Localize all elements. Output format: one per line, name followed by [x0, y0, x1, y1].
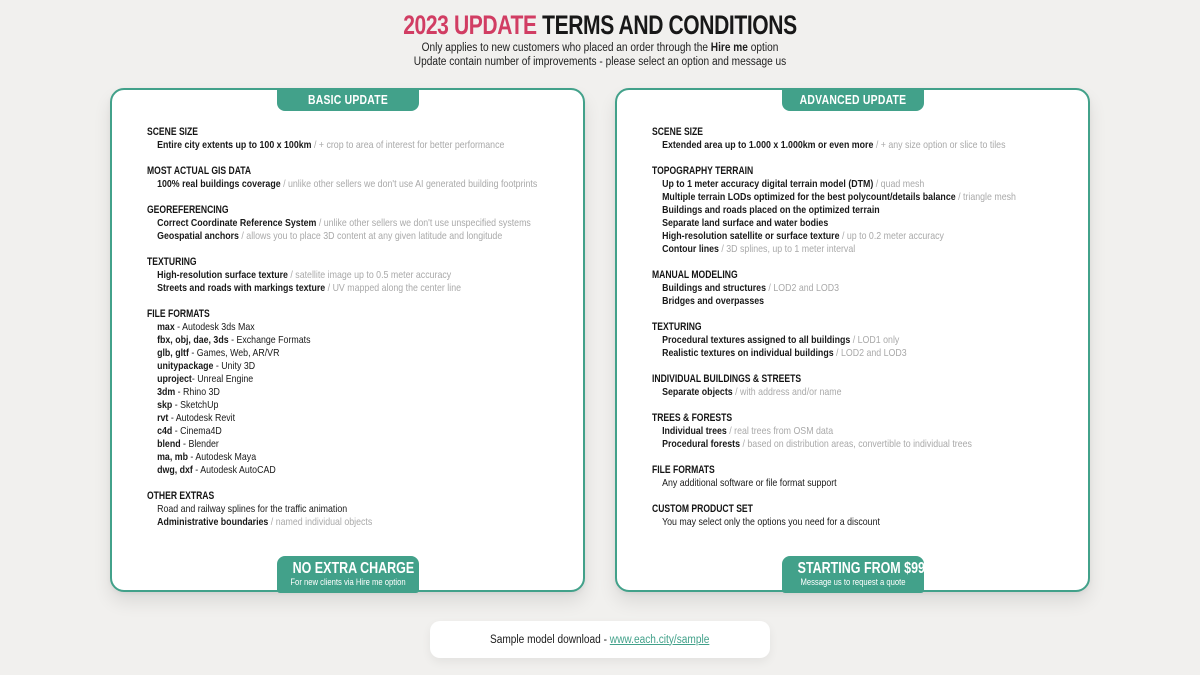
feature-line: [652, 347, 1005, 360]
feature-text: - SketchUp: [172, 399, 219, 411]
feature-main: unitypackage: [157, 360, 214, 372]
feature-line: [147, 360, 500, 373]
feature-line: [652, 425, 1005, 438]
feature-section: [652, 321, 1072, 360]
feature-main: Correct Coordinate Reference System: [157, 217, 317, 229]
sample-download-link[interactable]: www.each.city/sample: [610, 633, 710, 646]
feature-main: ma, mb: [157, 451, 188, 463]
feature-text: - Autodesk 3ds Max: [174, 321, 255, 333]
basic-update-badge-label: BASIC UPDATE: [307, 92, 388, 107]
feature-section: [652, 126, 1072, 152]
feature-line: [147, 399, 500, 412]
section-title: FILE FORMATS: [147, 308, 210, 320]
feature-main: Buildings and structures: [662, 282, 766, 294]
feature-main: Geospatial anchors: [157, 230, 239, 242]
section-title: GEOREFERENCING: [147, 204, 229, 216]
feature-note: / named individual objects: [268, 516, 373, 528]
section-title: INDIVIDUAL BUILDINGS & STREETS: [652, 373, 802, 385]
feature-section: [147, 204, 567, 243]
feature-line: [147, 347, 500, 360]
feature-main: Administrative boundaries: [157, 516, 269, 528]
feature-text: - Cinema4D: [172, 425, 222, 437]
feature-main: 3dm: [157, 386, 176, 398]
feature-text: - Games, Web, AR/VR: [188, 347, 280, 359]
sample-download-label: Sample model download -: [490, 633, 611, 646]
feature-main: Streets and roads with markings texture: [157, 282, 326, 294]
section-title: TOPOGRAPHY TERRAIN: [652, 165, 754, 177]
feature-line: [652, 178, 1005, 191]
basic-update-badge: [277, 88, 419, 111]
feature-main: Extended area up to 1.000 x 1.000km or even more: [662, 139, 874, 151]
feature-note: / 3D splines, up to 1 meter interval: [718, 243, 856, 255]
feature-note: / LOD1 only: [850, 334, 900, 346]
feature-section: [652, 269, 1072, 308]
subtitle-1-bold: Hire me: [710, 42, 748, 54]
section-title: CUSTOM PRODUCT SET: [652, 503, 753, 515]
feature-line: [147, 438, 500, 451]
feature-text: - Exchange Formats: [228, 334, 311, 346]
feature-note: / LOD2 and LOD3: [833, 347, 907, 359]
feature-note: / LOD2 and LOD3: [765, 282, 840, 294]
feature-note: / allows you to place 3D content at any given latitude and longitude: [238, 230, 503, 242]
feature-note: / unlike other sellers we don't use unspecified systems: [316, 217, 531, 229]
feature-line: [147, 386, 500, 399]
feature-text: - Autodesk Maya: [187, 451, 257, 463]
feature-section: [652, 373, 1072, 399]
feature-main: High-resolution surface texture: [157, 269, 288, 281]
feature-main: Bridges and overpasses: [662, 295, 765, 307]
feature-main: Separate land surface and water bodies: [662, 217, 829, 229]
feature-main: fbx, obj, dae, 3ds: [157, 334, 229, 346]
section-title: MOST ACTUAL GIS DATA: [147, 165, 252, 177]
feature-main: Multiple terrain LODs optimized for the best polycount/details balance: [662, 191, 956, 203]
subtitle-line-1: [72, 41, 1128, 55]
no-extra-charge-title: NO EXTRA CHARGE: [292, 560, 414, 577]
feature-line: [652, 191, 1016, 204]
feature-note: / + any size option or slice to tiles: [873, 139, 1006, 151]
feature-line: [147, 178, 538, 191]
title-highlight: 2023 UPDATE: [403, 10, 537, 40]
starting-price-subtitle: Message us to request a quote: [799, 577, 906, 587]
feature-line: [652, 139, 1005, 152]
feature-text: - Rhino 3D: [175, 386, 220, 398]
feature-main: Contour lines: [662, 243, 719, 255]
feature-section: [652, 503, 1072, 529]
feature-line: [147, 321, 500, 334]
feature-line: [147, 282, 500, 295]
feature-main: c4d: [157, 425, 173, 437]
feature-main: 100% real buildings coverage: [157, 178, 281, 190]
feature-note: / based on distribution areas, convertible to individual trees: [740, 438, 972, 450]
feature-line: [652, 334, 1005, 347]
feature-line: [652, 217, 1005, 230]
feature-text: - Unity 3D: [213, 360, 256, 372]
feature-main: blend: [157, 438, 181, 450]
feature-main: High-resolution satellite or surface texture: [662, 230, 840, 242]
feature-section: [147, 165, 567, 191]
panel-basic-content: [112, 90, 583, 529]
section-title: FILE FORMATS: [652, 464, 715, 476]
feature-line: [652, 516, 1005, 529]
feature-note: / unlike other sellers we don't use AI generated building footprints: [280, 178, 538, 190]
advanced-update-badge: [782, 88, 924, 111]
feature-line: [147, 373, 500, 386]
feature-line: [652, 243, 1005, 256]
feature-line: [147, 451, 500, 464]
feature-line: [147, 503, 500, 516]
feature-text: Any additional software or file format support: [662, 477, 837, 489]
section-title: SCENE SIZE: [147, 126, 199, 138]
feature-section: [652, 165, 1072, 256]
section-title: MANUAL MODELING: [652, 269, 738, 281]
feature-text: - Unreal Engine: [191, 373, 254, 385]
sample-download-pill: [430, 621, 770, 658]
page-header: [0, 10, 1200, 69]
feature-main: max: [157, 321, 175, 333]
feature-note: / triangle mesh: [955, 191, 1016, 203]
section-title: TEXTURING: [652, 321, 702, 333]
feature-text: - Autodesk AutoCAD: [192, 464, 276, 476]
feature-text: Road and railway splines for the traffic animation: [157, 503, 348, 515]
panel-basic-update: [110, 88, 585, 592]
advanced-update-badge-label: ADVANCED UPDATE: [799, 92, 906, 107]
feature-line: [652, 204, 1005, 217]
feature-section: [652, 412, 1072, 451]
feature-section: [652, 464, 1072, 490]
feature-main: uproject: [157, 373, 192, 385]
feature-line: [652, 438, 1005, 451]
feature-main: dwg, dxf: [157, 464, 193, 476]
feature-section: [147, 490, 567, 529]
feature-section: [147, 256, 567, 295]
feature-main: Up to 1 meter accuracy digital terrain model (DTM): [662, 178, 874, 190]
feature-main: glb, gltf: [157, 347, 189, 359]
no-extra-charge-subtitle: For new clients via Hire me option: [289, 577, 406, 587]
subtitle-line-2: Update contain number of improvements - please select an option and message us: [413, 56, 787, 68]
feature-line: [652, 477, 1005, 490]
feature-main: Buildings and roads placed on the optimized terrain: [662, 204, 880, 216]
section-title: OTHER EXTRAS: [147, 490, 215, 502]
feature-line: [147, 217, 531, 230]
title-rest: TERMS AND CONDITIONS: [536, 10, 797, 40]
feature-section: [147, 126, 567, 152]
feature-text: - Autodesk Revit: [168, 412, 236, 424]
feature-note: / satellite image up to 0.5 meter accuracy: [287, 269, 452, 281]
page-title: [132, 10, 1068, 41]
feature-line: [652, 386, 1005, 399]
feature-line: [147, 139, 505, 152]
feature-note: / quad mesh: [873, 178, 925, 190]
subtitle-1-post: option: [747, 42, 779, 54]
feature-main: Procedural forests: [662, 438, 741, 450]
section-title: TREES & FORESTS: [652, 412, 733, 424]
sample-download-text: [490, 634, 709, 646]
feature-note: / real trees from OSM data: [726, 425, 834, 437]
feature-text: You may select only the options you need for a discount: [662, 516, 880, 528]
feature-main: Separate objects: [662, 386, 733, 398]
feature-main: Individual trees: [662, 425, 727, 437]
section-title: TEXTURING: [147, 256, 197, 268]
feature-note: / UV mapped along the center line: [325, 282, 462, 294]
feature-line: [652, 282, 1005, 295]
feature-main: skp: [157, 399, 173, 411]
feature-note: / + crop to area of interest for better performance: [311, 139, 505, 151]
panel-advanced-update: [615, 88, 1090, 592]
starting-price-title: STARTING FROM $99: [797, 560, 925, 577]
feature-note: / with address and/or name: [732, 386, 842, 398]
feature-line: [652, 230, 1005, 243]
feature-line: [147, 464, 500, 477]
feature-main: rvt: [157, 412, 169, 424]
feature-note: / up to 0.2 meter accuracy: [839, 230, 944, 242]
feature-main: Procedural textures assigned to all buildings: [662, 334, 851, 346]
feature-section: [147, 308, 567, 477]
no-extra-charge-badge: [277, 556, 419, 593]
feature-line: [147, 334, 500, 347]
panel-advanced-content: [617, 90, 1088, 529]
feature-main: Entire city extents up to 100 x 100km: [157, 139, 312, 151]
feature-line: [147, 425, 500, 438]
feature-line: [652, 295, 1005, 308]
feature-line: [147, 230, 503, 243]
feature-line: [147, 516, 500, 529]
subtitle-1-pre: Only applies to new customers who placed an order through the: [421, 42, 711, 54]
feature-main: Realistic textures on individual buildings: [662, 347, 834, 359]
feature-line: [147, 412, 500, 425]
feature-text: - Blender: [180, 438, 219, 450]
starting-price-badge: [782, 556, 924, 593]
feature-line: [147, 269, 500, 282]
section-title: SCENE SIZE: [652, 126, 704, 138]
